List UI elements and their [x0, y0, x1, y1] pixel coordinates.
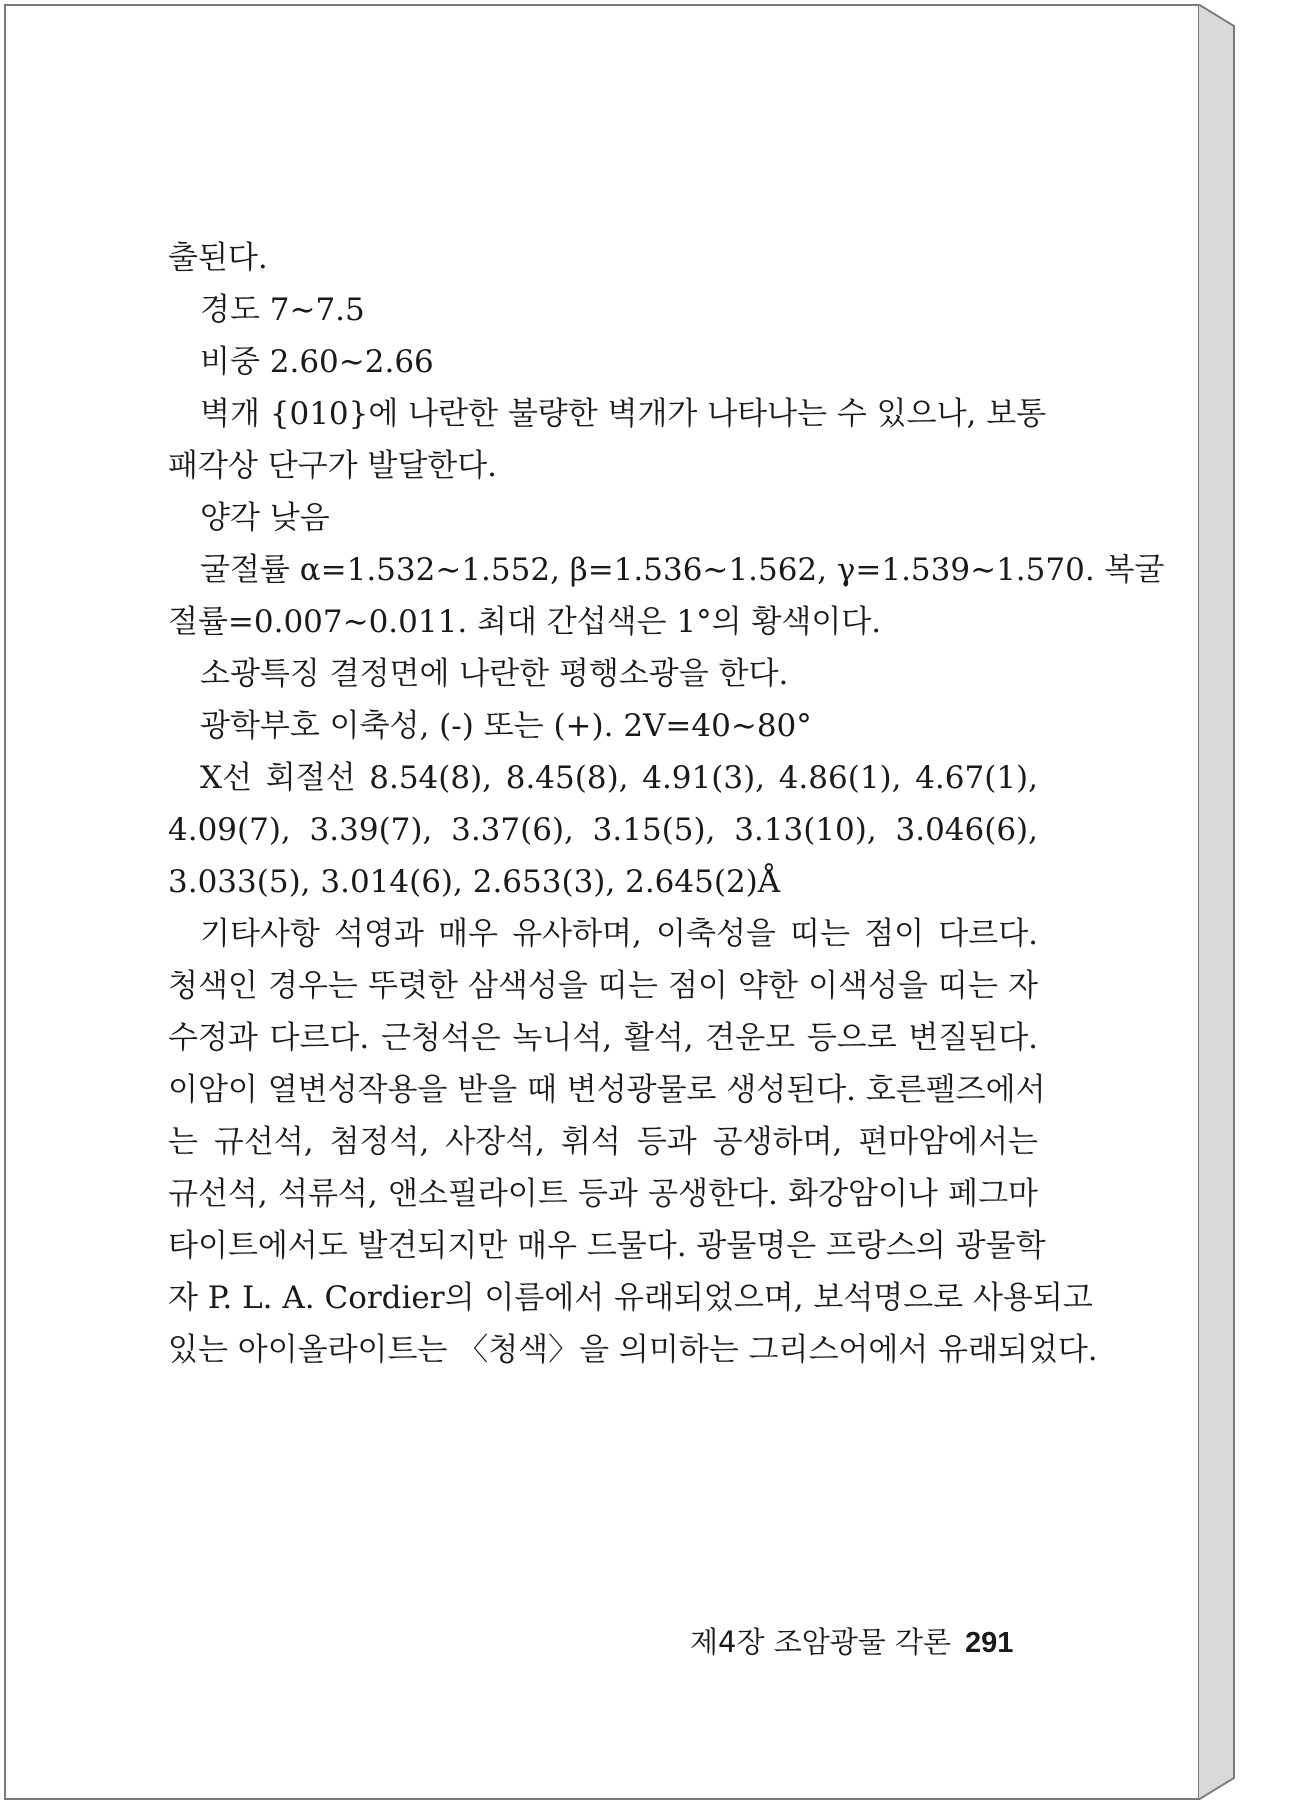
text-line: 광학부호 이축성, (-) 또는 (+). 2V=40∼80° — [200, 708, 812, 744]
text-line: 이암이 열변성작용을 받을 때 변성광물로 생성된다. 호른펠즈에서 — [168, 1072, 1046, 1108]
text-line: 절률=0.007∼0.011. 최대 간섭색은 1°의 황색이다. — [168, 604, 882, 640]
body-text — [168, 232, 1165, 1376]
text-line: 타이트에서도 발견되지만 매우 드물다. 광물명은 프랑스의 광물학 — [168, 1228, 1046, 1264]
text-line: X선 회절선 8.54(8), 8.45(8), 4.91(3), 4.86(1), 4.67(1), — [200, 760, 1038, 796]
text-line: 자 P. L. A. Cordier의 이름에서 유래되었으며, 보석명으로 사용되고 — [168, 1280, 1093, 1316]
text-line: 기타사항 석영과 매우 유사하며, 이축성을 띠는 점이 다르다. — [200, 916, 1038, 952]
page-number: 291 — [965, 1627, 1014, 1659]
text-line: 청색인 경우는 뚜렷한 삼색성을 띠는 점이 약한 이색성을 띠는 자 — [168, 968, 1038, 1004]
page-edge — [1198, 4, 1238, 1800]
text-line: 소광특징 결정면에 나란한 평행소광을 한다. — [200, 656, 789, 692]
text-line: 출된다. — [168, 240, 268, 276]
text-line: 양각 낮음 — [200, 500, 330, 536]
text-line: 있는 아이올라이트는 〈청색〉을 의미하는 그리스어에서 유래되었다. — [168, 1332, 1098, 1368]
text-line: 는 규선석, 첨정석, 사장석, 휘석 등과 공생하며, 편마암에서는 — [168, 1124, 1038, 1160]
text-line: 수정과 다르다. 근청석은 녹니석, 활석, 견운모 등으로 변질된다. — [168, 1020, 1038, 1056]
text-line: 굴절률 α=1.532∼1.552, β=1.536∼1.562, γ=1.539∼1.570. 복굴 — [200, 552, 1165, 588]
chapter-title: 제4장 조암광물 각론 — [690, 1625, 951, 1659]
text-line: 경도 7∼7.5 — [200, 292, 365, 328]
text-line: 규선석, 석류석, 앤소필라이트 등과 공생한다. 화강암이나 페그마 — [168, 1176, 1038, 1212]
text-line: 3.033(5), 3.014(6), 2.653(3), 2.645(2)Å — [168, 864, 781, 900]
text-line: 4.09(7), 3.39(7), 3.37(6), 3.15(5), 3.13(10), 3.046(6), — [168, 812, 1038, 848]
page-footer — [690, 1620, 1014, 1661]
text-line: 벽개 {010}에 나란한 불량한 벽개가 나타나는 수 있으나, 보통 — [200, 396, 1047, 432]
text-line: 비중 2.60∼2.66 — [200, 344, 434, 380]
text-line: 패각상 단구가 발달한다. — [168, 448, 498, 484]
